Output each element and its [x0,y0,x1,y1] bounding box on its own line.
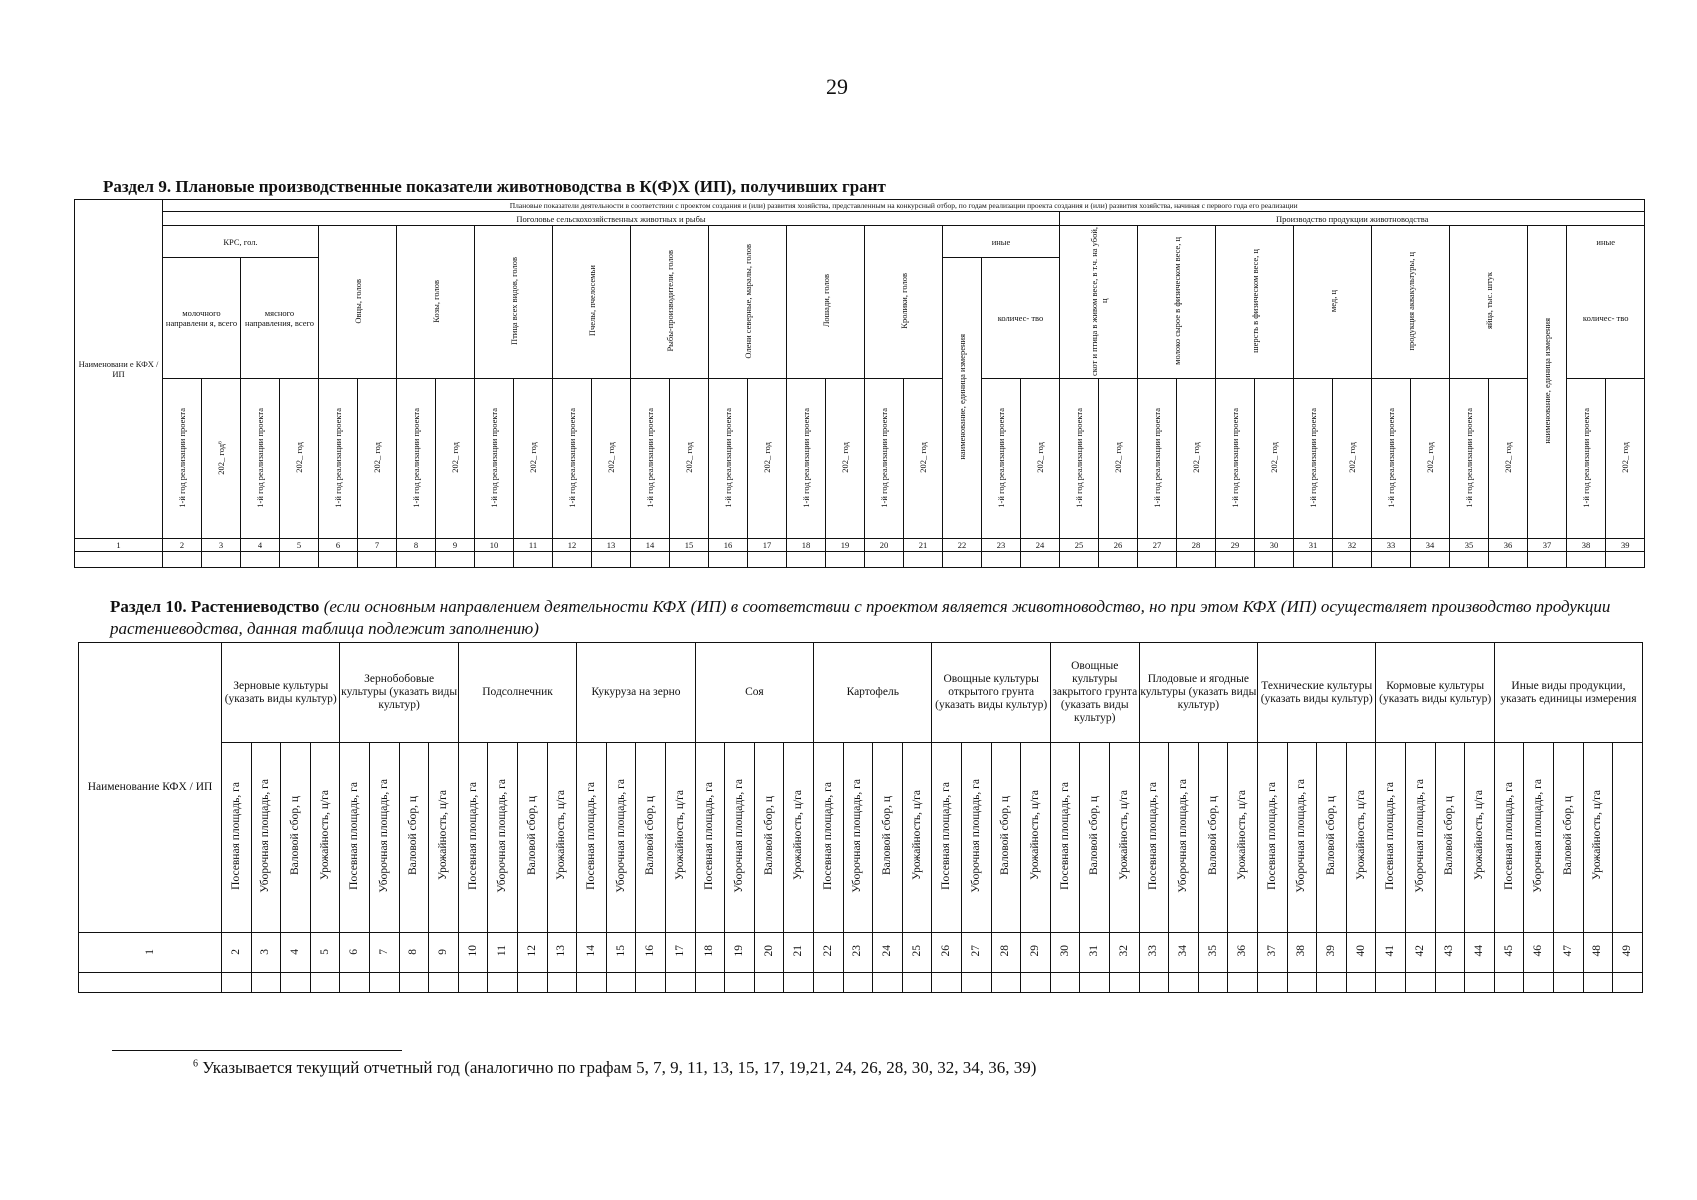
s10-colnum: 21 [792,944,805,957]
s10-colnum: 9 [437,949,450,955]
s10-colnum: 12 [525,944,538,957]
section-10-title-bold: Раздел 10. Растениеводство [110,597,320,616]
s9-colnum: 5 [280,539,319,552]
s9-colnum: 39 [1606,539,1645,552]
footnote-mark: 6 [193,1058,198,1070]
s10-colnum: 14 [585,944,598,957]
s9-year: 202_ год [684,442,694,473]
s9-colnum: 10 [475,539,514,552]
s9-empty-row [75,552,1645,568]
s9-year: 1-й год реализации проекта [567,407,577,508]
s9-colnum: 13 [592,539,631,552]
s10-colnum: 4 [289,949,301,955]
s10-metric: Валовой сбор, ц [999,796,1012,875]
s10-colnum: 44 [1473,944,1486,957]
s9-colnum: 33 [1372,539,1411,552]
s9-year: 1-й год реализации проекта [489,407,499,508]
s9-colnum: 22 [943,539,982,552]
s10-group: Овощные культуры открытого грунта (указать виды культур) [932,643,1050,743]
s10-colnum: 26 [940,944,953,957]
s10-colnum: 43 [1443,944,1456,957]
s10-colnum: 19 [733,944,746,957]
s10-colnum: 35 [1206,944,1219,957]
s10-group: Иные виды продукции, указать единицы измерения [1494,643,1642,743]
s9-year: 1-й год реализации проекта [411,407,421,508]
s9-year: 1-й год реализации проекта [333,407,343,508]
s9-colnum: 31 [1294,539,1333,552]
s9-year: 1-й год реализации проекта [1581,407,1591,508]
s10-metric: Урожайность, ц/га [555,790,568,881]
s10-group: Плодовые и ягодные культуры (указать виды культур) [1139,643,1257,743]
s9-cat-sheep: Овцы, голов [352,278,363,324]
s9-others-production: иные [1567,226,1645,258]
s10-metric: Уборочная площадь, га [851,778,864,893]
s10-metric: Уборочная площадь, га [969,778,982,893]
s10-metric: Посевная площадь, га [348,781,361,890]
s10-colnum: 13 [555,944,568,957]
s9-cat-deer: Олени северные, маралы, голов [742,243,753,359]
s9-quantity-livestock: количес- тво [982,258,1060,379]
s9-colnum: 17 [748,539,787,552]
s9-year: 1-й год реализации проекта [1230,407,1240,508]
s9-colnum: 6 [319,539,358,552]
s9-year: 202_ год [762,442,772,473]
s10-colnum: 37 [1265,944,1278,957]
s10-colnum: 5 [318,949,331,955]
s10-colnum: 7 [377,949,390,955]
s9-colnum: 15 [670,539,709,552]
s10-colnum: 8 [407,949,420,955]
s9-colnum: 36 [1489,539,1528,552]
s10-metric: Посевная площадь, га [1265,781,1278,890]
s9-colnum: 8 [397,539,436,552]
s10-metric: Посевная площадь, га [585,781,598,890]
s9-year: 1-й год реализации проекта [1152,407,1162,508]
s10-metric: Уборочная площадь, га [259,778,272,893]
s9-cat-bees: Пчелы, пчелосемьи [586,265,597,337]
footnote [193,1058,1036,1078]
s10-colnum: 6 [348,949,361,955]
s9-year: 202_ год [840,442,850,473]
s10-group: Картофель [814,643,932,743]
section-10-title [110,596,1640,640]
s9-year: 1-й год реализации проекта [723,407,733,508]
section-10-table [78,642,1643,993]
s10-colnum: 33 [1147,944,1160,957]
s10-metric: Урожайность, ц/га [1354,790,1367,881]
s10-number-row [79,933,1643,973]
s10-colnum: 41 [1384,944,1397,957]
footnote-rule [112,1050,402,1051]
s10-metric: Посевная площадь, га [466,781,479,890]
s9-colnum: 14 [631,539,670,552]
s9-colnum: 1 [75,539,163,552]
s10-metric: Урожайность, ц/га [1591,790,1604,881]
s10-metric: Посевная площадь, га [229,781,242,890]
s10-colnum: 11 [496,944,509,957]
s10-metric: Валовой сбор, ц [1561,796,1574,875]
s9-year: 202_ год [450,442,460,473]
s10-metric: Урожайность, ц/га [318,790,331,881]
s9-colnum: 23 [982,539,1021,552]
s10-metric: Уборочная площадь, га [614,778,627,893]
s9-colnum: 9 [436,539,475,552]
s10-metric: Посевная площадь, га [821,781,834,890]
s10-metric: Посевная площадь, га [1058,781,1071,890]
s9-prod-aqua: продукция аквакультуры, ц [1405,251,1416,351]
s9-colnum: 25 [1060,539,1099,552]
s9-colnum: 24 [1021,539,1060,552]
s10-metric: Посевная площадь, га [940,781,953,890]
s10-metric: Валовой сбор, ц [644,796,657,875]
s10-group: Кукуруза на зерно [577,643,695,743]
s9-krs-dairy: молочного направлени я, всего [163,258,241,379]
s10-metric: Валовой сбор, ц [1206,796,1219,875]
s9-prod-milk: молоко сырое в физическом весе, ц [1171,237,1182,365]
s9-year: 1-й год реализации проекта [1074,407,1084,508]
s9-colnum: 28 [1177,539,1216,552]
s9-group-production: Производство продукции животноводства [1060,212,1645,226]
s9-row-header: Наименовани е КФХ / ИП [75,200,163,539]
s9-year: 1-й год реализации проекта [996,407,1006,508]
s10-colnum: 36 [1236,944,1249,957]
s10-metric: Уборочная площадь, га [1177,778,1190,893]
s9-unit-name-livestock: наименование, единица измерения [957,334,967,460]
s9-cat-fish: Рыбы-производители, голов [664,250,675,352]
s9-cat-horses: Лошади, голов [820,274,831,328]
section-9-title: Раздел 9. Плановые производственные показатели животноводства в К(Ф)Х (ИП), получивших грант [103,177,886,196]
s9-year: 1-й год реализации проекта [1464,407,1474,508]
s10-group: Зерновые культуры (указать виды культур) [222,643,340,743]
s9-colnum: 30 [1255,539,1294,552]
s9-cat-goats: Козы, голов [430,279,441,323]
s10-metric: Посевная площадь, га [703,781,716,890]
s9-year: 202_ год [1347,442,1357,473]
s9-year: 1-й год реализации проекта [645,407,655,508]
s9-colnum: 29 [1216,539,1255,552]
s10-metric: Валовой сбор, ц [881,796,894,875]
s10-colnum: 25 [910,944,923,957]
s9-year: 202_ год [1113,442,1123,473]
s10-colnum: 18 [703,944,716,957]
s10-group: Соя [695,643,813,743]
s9-others-livestock: иные [943,226,1060,258]
s10-colnum: 32 [1117,944,1130,957]
s10-colnum: 24 [881,944,894,957]
s10-metric: Уборочная площадь, га [1532,778,1545,893]
s10-metric: Урожайность, ц/га [792,790,805,881]
s10-colnum: 42 [1413,944,1426,957]
s10-colnum: 40 [1354,944,1367,957]
s10-metric: Уборочная площадь, га [496,778,509,893]
s10-group: Технические культуры (указать виды культур) [1258,643,1376,743]
s9-krs: КРС, гол. [163,226,319,258]
s9-colnum: 16 [709,539,748,552]
s10-colnum: 46 [1532,944,1545,957]
s10-metric: Урожайность, ц/га [437,790,450,881]
s9-prod-eggs: яйца, тыс. штук [1483,272,1494,330]
s9-colnum: 26 [1099,539,1138,552]
s10-metric: Урожайность, ц/га [910,790,923,881]
s10-colnum: 47 [1561,944,1574,957]
s10-metric: Урожайность, ц/га [1029,790,1042,881]
s10-group: Кормовые культуры (указать виды культур) [1376,643,1494,743]
s9-colnum: 32 [1333,539,1372,552]
s9-colnum: 2 [163,539,202,552]
s10-metric: Урожайность, ц/га [1117,790,1130,881]
s9-top-header: Плановые показатели деятельности в соответствии с проектом создания и (или) развития хозяйства, представленным на конкурсный отбор, по годам реализации проекта создания и (или) развития хозяйства, начиная с первого года его реализации [163,200,1645,212]
s9-year: 202_ год [1035,442,1045,473]
s9-year: 1-й год реализации проекта [1386,407,1396,508]
s10-colnum: 27 [969,944,982,957]
footnote-text: Указывается текущий отчетный год (аналогично по графам 5, 7, 9, 11, 13, 15, 17, 19,21, 24, 26, 28, 30, 32, 34, 36, 39) [198,1058,1037,1077]
s10-colnum: 15 [614,944,627,957]
s9-colnum: 7 [358,539,397,552]
s10-empty-row [79,973,1643,993]
s9-year: 1-й год реализации проекта [255,407,265,508]
s10-metric: Валовой сбор, ц [1325,796,1338,875]
section-9-table [74,199,1645,568]
s10-metric: Валовой сбор, ц [762,796,775,875]
s10-colnum: 23 [851,944,864,957]
s10-colnum: 1 [143,949,156,955]
s9-prod-meat: скот и птица в живом весе, в т.ч. на убой, ц [1088,226,1109,376]
s9-year: 202_ год⁶ [216,440,226,475]
s9-year: 1-й год реализации проекта [177,407,187,508]
s9-year: 202_ год [918,442,928,473]
s9-colnum: 27 [1138,539,1177,552]
s10-metric: Урожайность, ц/га [673,790,686,881]
s9-krs-meat: мясного направления, всего [241,258,319,379]
s9-group-livestock: Поголовье сельскохозяйственных животных и рыбы [163,212,1060,226]
s9-colnum: 34 [1411,539,1450,552]
s9-cat-rabbits: Кролики, голов [898,273,909,329]
s10-metric: Уборочная площадь, га [1413,778,1426,893]
s10-colnum: 20 [762,944,775,957]
s10-colnum: 49 [1621,944,1634,957]
page-number: 29 [826,74,848,99]
s9-colnum: 3 [202,539,241,552]
s9-colnum: 18 [787,539,826,552]
s10-row-header: Наименование КФХ / ИП [79,643,222,933]
s9-year: 202_ год [1191,442,1201,473]
s10-metric: Урожайность, ц/га [1473,790,1486,881]
s9-year: 202_ год [372,442,382,473]
s10-colnum: 39 [1325,944,1338,957]
section-10-title-italic: (если основным направлением деятельности КФХ (ИП) в соответствии с проектом является животноводство, но при этом КФХ (ИП) осуществляет производство продукции растениеводства, данная таблица подлежит заполнению) [110,597,1611,638]
s9-year: 202_ год [528,442,538,473]
s10-group: Подсолнечник [458,643,576,743]
s9-year: 1-й год реализации проекта [879,407,889,508]
s10-colnum: 10 [466,944,479,957]
s10-metric: Уборочная площадь, га [377,778,390,893]
s9-year: 1-й год реализации проекта [801,407,811,508]
s10-metric: Валовой сбор, ц [525,796,538,875]
s10-metric: Уборочная площадь, га [733,778,746,893]
s10-colnum: 3 [259,949,272,955]
s9-colnum: 12 [553,539,592,552]
s10-metric: Валовой сбор, ц [407,796,420,875]
s10-colnum: 2 [229,949,242,955]
s9-year: 1-й год реализации проекта [1308,407,1318,508]
s10-colnum: 17 [673,944,686,957]
s9-colnum: 4 [241,539,280,552]
s10-group: Овощные культуры закрытого грунта (указать виды культур) [1050,643,1139,743]
s9-quantity-production: количес- тво [1567,258,1645,379]
s9-colnum: 38 [1567,539,1606,552]
s10-colnum: 29 [1029,944,1042,957]
s10-colnum: 22 [821,944,834,957]
s10-metric: Валовой сбор, ц [1443,796,1456,875]
s9-number-row [75,539,1645,552]
s9-year: 202_ год [606,442,616,473]
s9-prod-honey: мед, ц [1327,289,1338,313]
s9-cat-poultry: Птица всех видов, голов [508,256,519,346]
s9-colnum: 19 [826,539,865,552]
s9-prod-wool: шерсть в физическом весе, ц [1249,249,1260,353]
s10-colnum: 45 [1502,944,1515,957]
s9-colnum: 21 [904,539,943,552]
s9-colnum: 37 [1528,539,1567,552]
s10-metric: Урожайность, ц/га [1236,790,1249,881]
s9-colnum: 35 [1450,539,1489,552]
s10-colnum: 38 [1295,944,1308,957]
s10-metric: Посевная площадь, га [1384,781,1397,890]
s10-colnum: 16 [644,944,657,957]
s10-colnum: 48 [1591,944,1604,957]
s9-unit-name-prod: наименование, единица измерения [1542,318,1552,444]
s10-metric: Посевная площадь, га [1147,781,1160,890]
s9-year: 202_ год [1425,442,1435,473]
s9-colnum: 11 [514,539,553,552]
s10-colnum: 31 [1088,944,1101,957]
s9-year: 202_ год [1269,442,1279,473]
s10-metric: Валовой сбор, ц [1088,796,1101,875]
s10-metric: Посевная площадь, га [1502,781,1515,890]
s10-colnum: 30 [1058,944,1071,957]
s9-year: 202_ год [1503,442,1513,473]
s10-colnum: 34 [1177,944,1190,957]
s10-metric: Валовой сбор, ц [289,796,301,875]
s10-group: Зернобобовые культуры (указать виды культур) [340,643,458,743]
s10-colnum: 28 [999,944,1012,957]
s10-metric: Уборочная площадь, га [1295,778,1308,893]
s9-colnum: 20 [865,539,904,552]
s9-year: 202_ год [1620,442,1631,473]
s9-year: 202_ год [294,442,304,473]
